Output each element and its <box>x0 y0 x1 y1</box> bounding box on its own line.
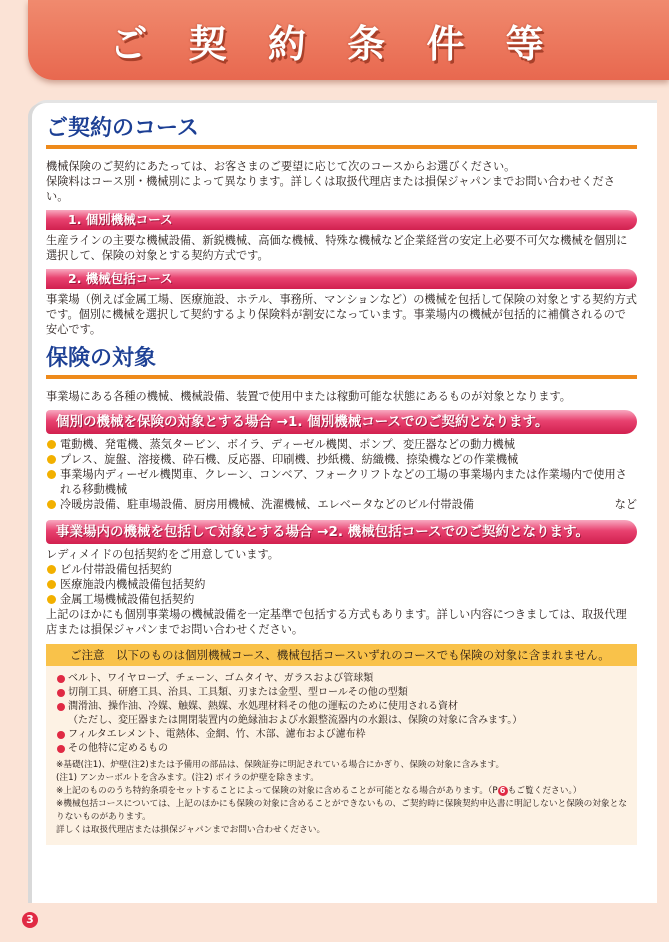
notice-box <box>46 644 637 845</box>
coverage-heading: 保険の対象 <box>46 346 157 371</box>
course1-text: 生産ラインの主要な機械設備、新鋭機械、高価な機械、特殊な機械など企業経営の安定上必要不可欠な機械を個別に選択して、保険の対象とする契約方式です。 <box>46 234 628 262</box>
note-3: ※上記のもののうち特約条項をセットすることによって保険の対象に含めることが可能となる場合があります。（P 6 もご覧ください。） <box>56 785 582 796</box>
bullet-icon <box>47 500 56 509</box>
list-item: 金属工場機械設備包括契約 <box>46 592 637 607</box>
list-item: ビル付帯設備包括契約 <box>46 562 637 577</box>
coverage-intro: 事業場にある各種の機械、機械設備、装置で使用中または稼動可能な状態にあるものが対象となります。 <box>46 390 571 403</box>
individual-list <box>46 437 637 512</box>
bullet-icon <box>57 689 65 697</box>
bullet-icon <box>57 675 65 683</box>
list-item: フィルタエレメント、電熱体、金網、竹、木部、濾布および濾布枠 <box>56 728 627 742</box>
list-item: その他特に定めるもの <box>56 742 627 756</box>
bullet-icon <box>47 455 56 464</box>
bullet-icon <box>47 470 56 479</box>
list-item: ベルト、ワイヤロープ、チェーン、ゴムタイヤ、ガラスおよび管球類 <box>56 672 627 686</box>
list-item: 潤滑油、操作油、冷媒、触媒、熱媒、水処理材料その他の運転のために使用される資材 （ただし、変圧器または開閉装置内の絶縁油および水銀整流器内の水銀は、保険の対象に含みます。） <box>56 700 627 728</box>
course2-title: 2. 機械包括コース <box>46 269 637 289</box>
course2-text: 事業場（例えば金属工場、医療施設、ホテル、事務所、マンションなど）の機械を包括して保険の対象とする契約方式です。個別に機械を選択して契約するより保険料が割安になっています。事業場内の機械が包括的に補償されるので安心です。 <box>46 293 637 336</box>
course1-title: 1. 個別機械コース <box>46 210 637 230</box>
list-item: プレス、旋盤、溶接機、砕石機、反応器、印刷機、抄紙機、紡織機、捺染機などの作業機械 <box>46 452 637 467</box>
bullet-icon <box>57 703 65 711</box>
page-title: ご 契 約 条 件 等 <box>109 21 558 66</box>
courses-intro: 機械保険のご契約にあたっては、お客さまのご要望に応じて次のコースからお選びください。 保険料はコース別・機械別によって異なります。詳しくは取扱代理店または損保ジャパンまでお問い合わせください。 <box>46 160 615 203</box>
list-item: 切削工具、研磨工具、治具、工具類、刃または金型、型ロールその他の型類 <box>56 686 627 700</box>
bullet-icon <box>47 565 56 574</box>
bullet-icon <box>47 580 56 589</box>
heading-rule <box>46 145 637 149</box>
list-tail: など <box>614 498 637 511</box>
courses-heading: ご契約のコース <box>46 116 199 141</box>
package-list <box>46 562 637 607</box>
page-ref-badge: 6 <box>498 786 508 796</box>
package-outro: 上記のほかにも個別事業場の機械設備を一定基準で包括する方式もあります。詳しい内容につきましては、取扱代理店または損保ジャパンまでお問い合わせください。 <box>46 608 627 636</box>
list-item: 冷暖房設備、駐車場設備、厨房用機械、洗濯機械、エレベータなどのビル付帯設備 など <box>46 497 637 512</box>
note-5: 詳しくは取扱代理店または損保ジャパンまでお問い合わせください。 <box>56 825 326 835</box>
notice-body <box>46 666 637 837</box>
notice-title: ご注意 以下のものは個別機械コース、機械包括コースいずれのコースでも保険の対象に含まれません。 <box>46 644 637 666</box>
page-number: 3 <box>22 912 38 928</box>
content-card <box>32 103 657 903</box>
package-intro: レディメイドの包括契約をご用意しています。 <box>46 548 279 561</box>
note-1: ※基礎(注1)、炉壁(注2)または予備用の部品は、保険証券に明記されている場合にかぎり、保険の対象に含みます。 <box>56 760 505 770</box>
list-item: 事業場内ディーゼル機関車、クレーン、コンベア、フォークリフトなどの工場の事業場内または作業場内で使用される移動機械 <box>46 467 637 497</box>
note-2: (注1) アンカーボルトを含みます。(注2) ボイラの炉壁を除きます。 <box>56 773 319 783</box>
bullet-icon <box>47 595 56 604</box>
page-banner <box>28 0 669 80</box>
note-4: ※機械包括コースについては、上記のほかにも保険の対象に含めることができないもの、ご契約時に保険契約申込書に明記しないと保険の対象となりないものがあります。 <box>56 799 628 822</box>
bullet-icon <box>57 745 65 753</box>
bullet-icon <box>57 731 65 739</box>
individual-title: 個別の機械を保険の対象とする場合 →1. 個別機械コースでのご契約となります。 <box>46 410 637 434</box>
bullet-icon <box>47 440 56 449</box>
heading-rule <box>46 375 637 379</box>
exclusion-list <box>56 672 627 756</box>
list-item: 電動機、発電機、蒸気タービン、ボイラ、ディーゼル機関、ポンプ、変圧器などの動力機械 <box>46 437 637 452</box>
list-item: 医療施設内機械設備包括契約 <box>46 577 637 592</box>
package-title: 事業場内の機械を包括して対象とする場合 →2. 機械包括コースでのご契約となります。 <box>46 520 637 544</box>
